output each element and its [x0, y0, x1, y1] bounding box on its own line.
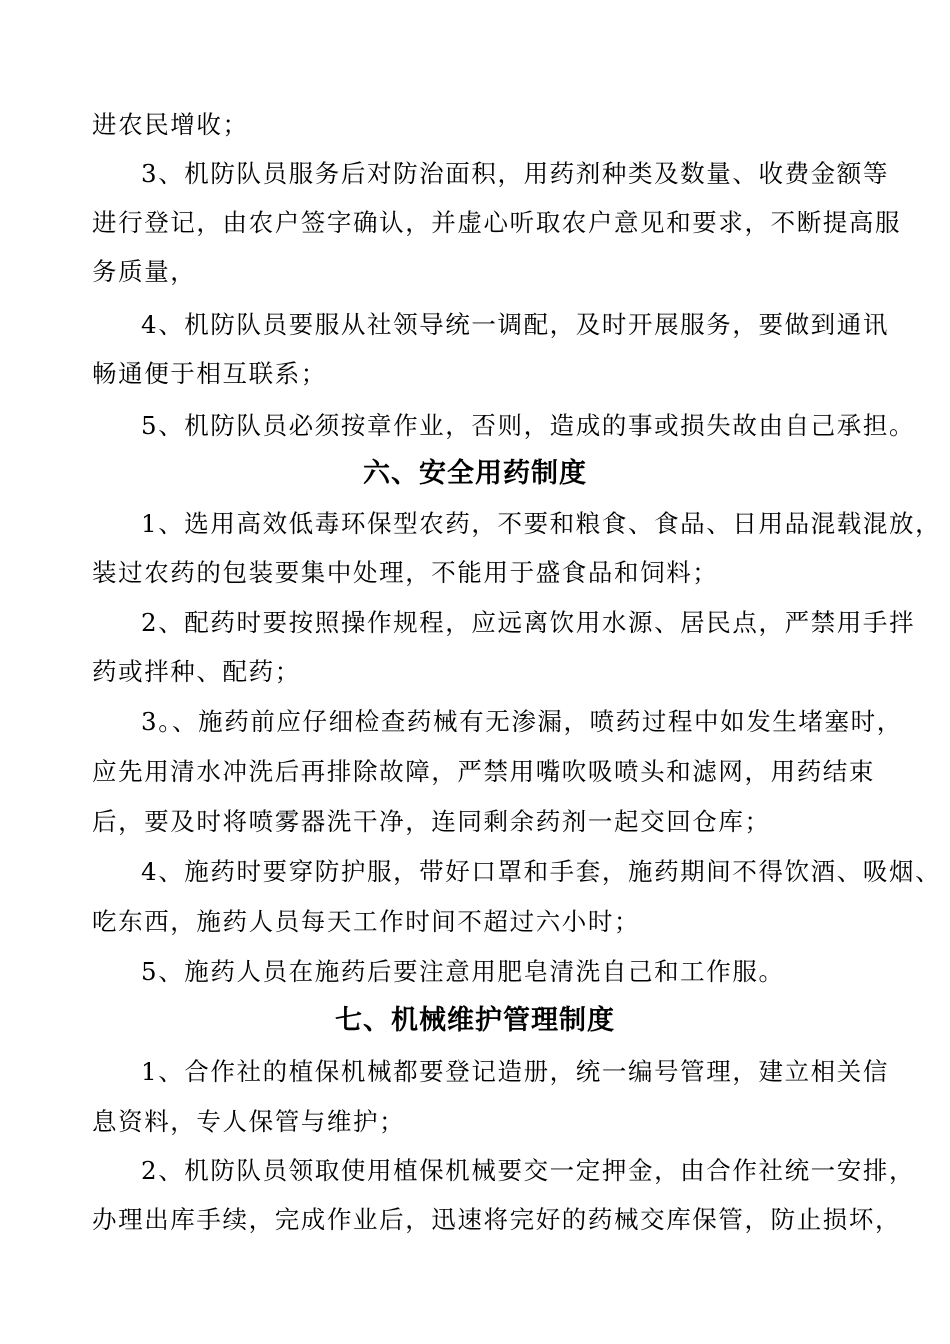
section-heading: 六、安全用药制度: [363, 458, 587, 489]
text-line: 1、选用高效低毒环保型农药，不要和粮食、食品、日用品混载混放，: [141, 509, 942, 538]
text-line: 进农民增收；: [92, 110, 249, 139]
text-line: 1、合作社的植保机械都要登记造册，统一编号管理，建立相关信: [141, 1057, 889, 1086]
text-line: 后，要及时将喷雾器洗干净，连同剩余药剂一起交回仓库；: [92, 807, 771, 836]
text-line: 4、机防队员要服从社领导统一调配，及时开展服务，要做到通讯: [141, 310, 889, 339]
text-line: 吃东西，施药人员每天工作时间不超过六小时；: [92, 907, 641, 936]
text-line: 5、机防队员必须按章作业，否则，造成的事或损失故由自己承担。: [141, 411, 916, 440]
text-line: 4、施药时要穿防护服，带好口罩和手套，施药期间不得饮酒、吸烟、: [141, 857, 942, 886]
text-line: 应先用清水冲洗后再排除故障，严禁用嘴吹吸喷头和滤网，用药结束: [92, 757, 875, 786]
text-line: 2、机防队员领取使用植保机械要交一定押金，由合作社统一安排，: [141, 1156, 916, 1185]
section-heading: 七、机械维护管理制度: [335, 1005, 615, 1036]
text-line: 办理出库手续，完成作业后，迅速将完好的药械交库保管，防止损坏，: [92, 1205, 902, 1234]
text-line: 5、施药人员在施药后要注意用肥皂清洗自己和工作服。: [141, 957, 785, 986]
text-line: 药或拌种、配药；: [92, 657, 301, 686]
text-line: 3。、施药前应仔细检查药械有无渗漏，喷药过程中如发生堵塞时，: [141, 707, 903, 736]
text-line: 2、配药时要按照操作规程，应远离饮用水源、居民点，严禁用手拌: [141, 608, 916, 637]
text-line: 进行登记，由农户签字确认，并虚心听取农户意见和要求，不断提高服: [92, 208, 902, 237]
text-line: 3、机防队员服务后对防治面积，用药剂种类及数量、收费金额等: [141, 159, 889, 188]
text-line: 息资料，专人保管与维护；: [92, 1107, 406, 1136]
text-line: 装过农药的包装要集中处理，不能用于盛食品和饲料；: [92, 558, 719, 587]
text-line: 务质量，: [92, 257, 197, 286]
text-line: 畅通便于相互联系；: [92, 359, 327, 388]
